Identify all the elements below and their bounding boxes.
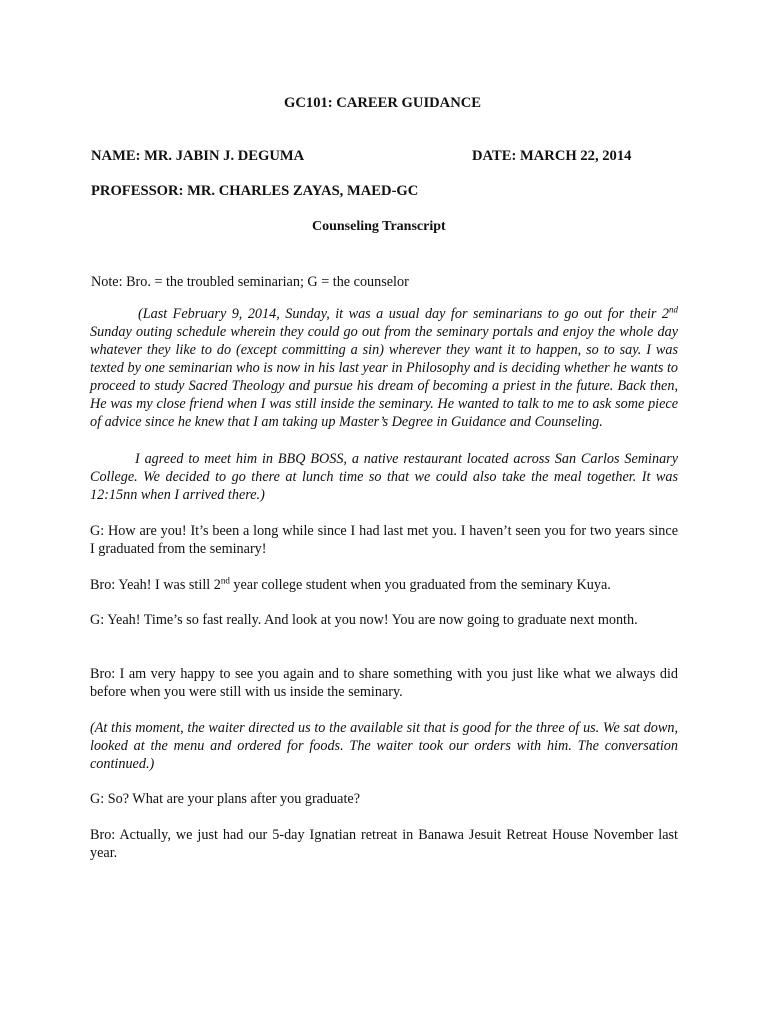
bro1-start: Bro: Yeah! I was still 2 <box>90 577 221 593</box>
intro-paragraph-1 <box>90 305 678 431</box>
document-title: Counseling Transcript <box>312 219 446 234</box>
dialogue-g-2: G: Yeah! Time’s so fast really. And look at you now! You are now going to graduate next month. <box>90 612 638 628</box>
dialogue-bro-3: Bro: Actually, we just had our 5-day Ignatian retreat in Banawa Jesuit Retreat House November last year. <box>90 827 678 861</box>
dialogue-g-1: G: How are you! It’s been a long while since I had last met you. I haven’t seen you for two years since I graduated from the seminary! <box>90 523 678 557</box>
dialogue-bro-1 <box>90 576 678 594</box>
dialogue-g-3: G: So? What are your plans after you graduate? <box>90 791 360 807</box>
intro-p1-rest: Sunday outing schedule wherein they could go out from the seminary portals and enjoy the whole day whatever they like to do (except committing a sin) wherever they want it to happen, so to say. I was texted by one seminarian who is now in his last year in Philosophy and is deciding whether he wants to proceed to study Sacred Theology and pursue his dream of becoming a priest in the future. Back then, He was my close friend when I was still inside the seminary. He wanted to talk to me to ask some piece of advice since he knew that I am taking up Master’s Degree in Guidance and Counseling. <box>90 324 678 430</box>
intro-p2-text: I agreed to meet him in BBQ BOSS, a native restaurant located across San Carlos Seminary College. We decided to go there at lunch time so that we could also take the meal together. It was 12:15nn when I arrived there.) <box>90 451 678 503</box>
dialogue-bro-2: Bro: I am very happy to see you again and to share something with you just like what we always did before when you were still with us inside the seminary. <box>90 666 678 700</box>
bro1-rest: year college student when you graduated from the seminary Kuya. <box>229 577 611 593</box>
professor-name: PROFESSOR: MR. CHARLES ZAYAS, MAED-GC <box>91 183 419 199</box>
bro1-sup: nd <box>220 575 230 586</box>
intro-p1-start: (Last February 9, 2014, Sunday, it was a usual day for seminarians to go out for their 2 <box>138 306 669 322</box>
note-line: Note: Bro. = the troubled seminarian; G = the counselor <box>91 274 409 290</box>
intro-p1-sup: nd <box>669 304 678 315</box>
course-title: GC101: CAREER GUIDANCE <box>284 95 482 111</box>
student-name: NAME: MR. JABIN J. DEGUMA <box>91 148 305 164</box>
intro-paragraph-2 <box>90 450 678 504</box>
document-date: DATE: MARCH 22, 2014 <box>472 148 632 164</box>
stage-direction: (At this moment, the waiter directed us to the available sit that is good for the three of us. We sat down, looked at the menu and ordered for foods. The waiter took our orders with him. The conversation continued.) <box>90 720 678 772</box>
